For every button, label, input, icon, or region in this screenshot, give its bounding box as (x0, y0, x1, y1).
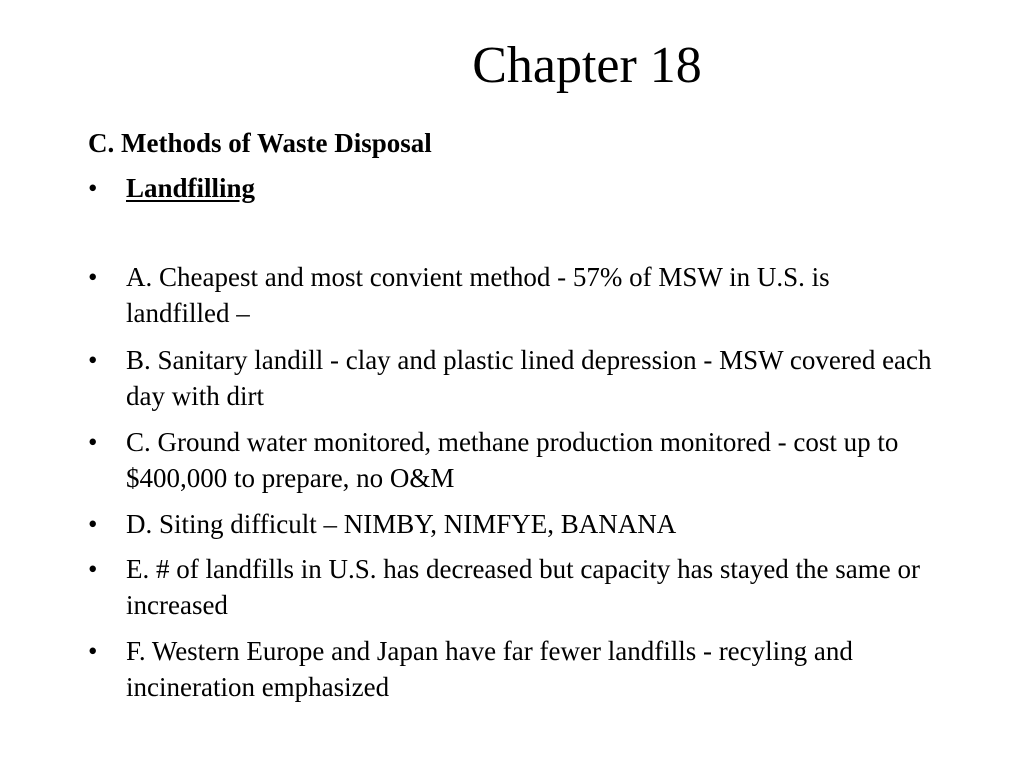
bullet-text: B. Sanitary landill - clay and plastic lined depression - MSW covered each day with dirt (126, 345, 932, 411)
topic-label: Landfilling (126, 173, 256, 203)
bullet-point-b (88, 342, 938, 414)
bullet-dot: • (88, 173, 98, 203)
bullet-point-c (88, 424, 938, 496)
bullet-dot: • (88, 427, 98, 457)
slide-title: Chapter 18 (472, 37, 702, 94)
bullet-text: E. # of landfills in U.S. has decreased but capacity has stayed the same or increased (126, 554, 921, 620)
section-heading: C. Methods of Waste Disposal (88, 128, 432, 158)
bullet-text: A. Cheapest and most convient method - 57% of MSW in U.S. is landfilled – (126, 262, 830, 328)
bullet-topic (88, 170, 938, 206)
bullet-dot: • (88, 262, 98, 292)
bullet-dot: • (88, 636, 98, 666)
bullet-text: C. Ground water monitored, methane production monitored - cost up to $400,000 to prepare, no O&M (126, 427, 899, 493)
bullet-dot: • (88, 509, 98, 539)
bullet-point-a (88, 259, 938, 331)
bullet-dot: • (88, 554, 98, 584)
bullet-point-e (88, 551, 938, 623)
bullet-text: F. Western Europe and Japan have far fewer landfills - recyling and incineration emphasized (126, 636, 853, 702)
bullet-point-f (88, 633, 938, 705)
bullet-dot: • (88, 345, 98, 375)
bullet-point-d (88, 506, 938, 542)
bullet-text: D. Siting difficult – NIMBY, NIMFYE, BANANA (126, 509, 677, 539)
